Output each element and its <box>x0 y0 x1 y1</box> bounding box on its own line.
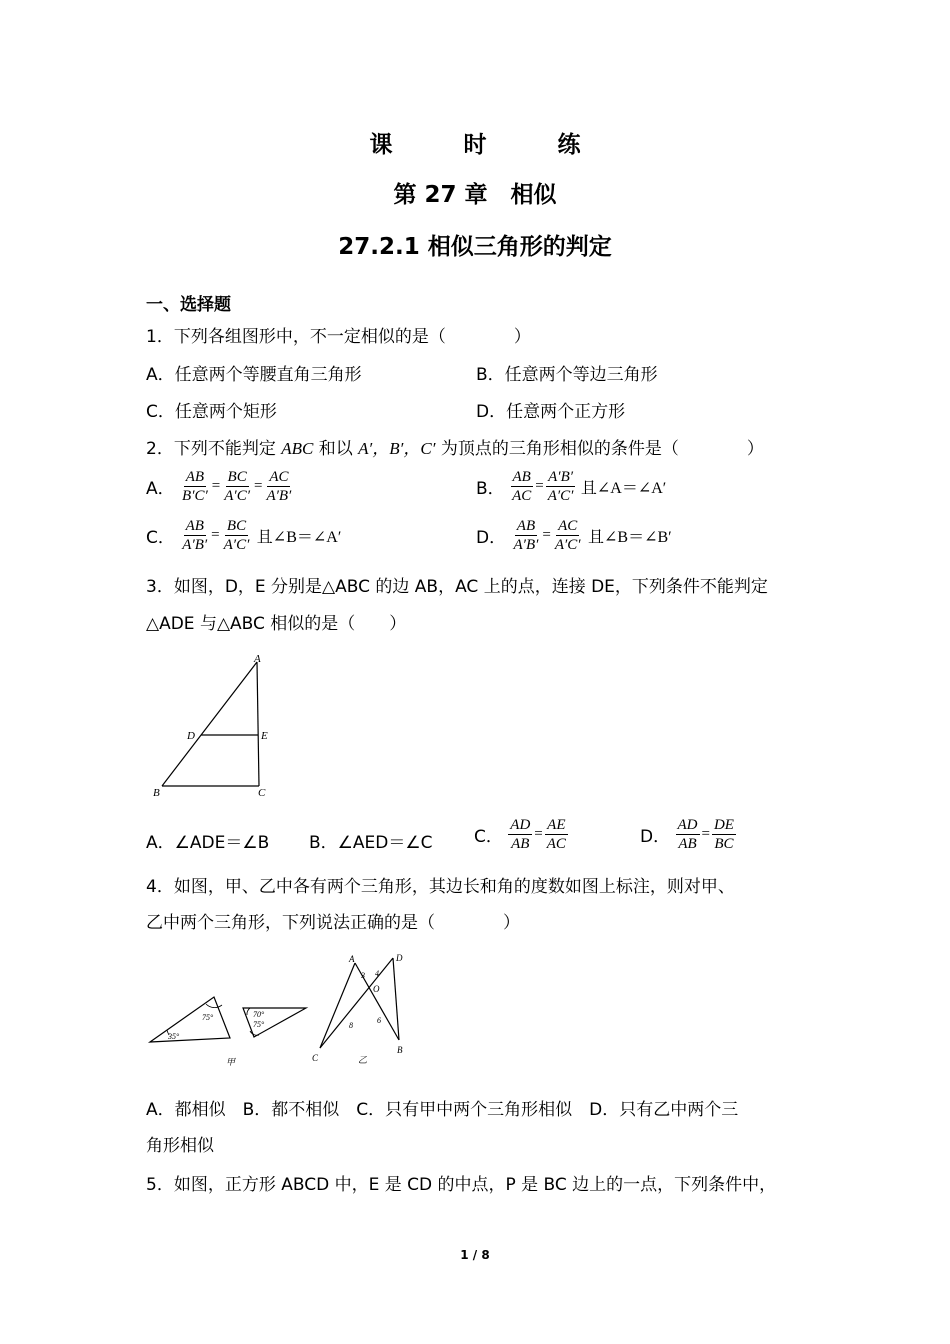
q4-stem-line1: 4．如图，甲、乙中各有两个三角形，其边长和角的度数如图上标注，则对甲、 <box>146 877 735 897</box>
q2-option-a: A． $\frac{AB}{B'C'}$ = $\frac{BC}{A'C'}$ = $\frac{AC}{A'B'}$ <box>146 469 292 504</box>
svg-text:3: 3 <box>361 971 365 980</box>
svg-text:B: B <box>153 787 160 799</box>
worksheet-title: 课 时 练 <box>369 132 605 158</box>
q1-option-b: B．任意两个等边三角形 <box>476 365 658 385</box>
svg-text:C: C <box>312 1053 319 1063</box>
svg-text:D: D <box>396 953 403 963</box>
section-heading: 一、选择题 <box>146 295 231 315</box>
q3-stem-line2: △ADE 与△ABC 相似的是（ ） <box>146 614 407 634</box>
q3-option-a: A．∠ADE＝∠B <box>146 833 270 853</box>
q4-options-line2: 角形相似 <box>146 1136 214 1156</box>
svg-text:C: C <box>258 787 266 799</box>
q4-stem-line2: 乙中两个三角形，下列说法正确的是（ ） <box>146 913 520 933</box>
svg-text:75°: 75° <box>202 1013 214 1022</box>
svg-text:甲: 甲 <box>226 1057 236 1067</box>
svg-text:6: 6 <box>377 1016 381 1025</box>
q1-option-a: A．任意两个等腰直角三角形 <box>146 365 362 385</box>
svg-text:70°: 70° <box>253 1010 265 1019</box>
q2-option-d: D． $\frac{AB}{A'B'}$ = $\frac{AC}{A'C'}$ 且∠B＝∠B′ <box>476 518 672 553</box>
svg-text:B: B <box>397 1045 403 1055</box>
svg-text:A: A <box>349 954 355 964</box>
svg-text:4: 4 <box>375 969 379 978</box>
section-title: 27.2.1 相似三角形的判定 <box>338 234 612 260</box>
q3-triangle-figure <box>148 650 278 802</box>
page-number: 1 / 8 <box>460 1248 490 1262</box>
q3-option-c: C． $\frac{AD}{AB}$ = $\frac{AE}{AC}$ <box>474 817 566 852</box>
chapter-title: 第 27 章 相似 <box>393 182 557 208</box>
q3-stem-line1: 3．如图，D，E 分别是△ABC 的边 AB，AC 上的点，连接 DE，下列条件不能判定 <box>146 577 768 597</box>
q2-option-c: C． $\frac{AB}{A'B'}$ = $\frac{BC}{A'C'}$ 且∠B＝∠A′ <box>146 518 342 553</box>
q1-option-d: D．任意两个正方形 <box>476 402 626 422</box>
q5-stem-line1: 5．如图，正方形 ABCD 中，E 是 CD 的中点，P 是 BC 边上的一点，下列条件中， <box>146 1175 777 1195</box>
q2-option-b: B． $\frac{AB}{AC}$ = $\frac{A'B'}{A'C'}$ 且∠A＝∠A′ <box>476 469 667 504</box>
q1-option-c: C．任意两个矩形 <box>146 402 277 422</box>
svg-text:D: D <box>187 730 195 742</box>
q1-stem: 1．下列各组图形中，不一定相似的是（ ） <box>146 327 531 347</box>
svg-text:A: A <box>254 653 261 665</box>
svg-text:乙: 乙 <box>358 1055 368 1065</box>
svg-text:8: 8 <box>349 1021 353 1030</box>
q3-option-d: D． $\frac{AD}{AB}$ = $\frac{DE}{BC}$ <box>640 817 734 852</box>
svg-text:35°: 35° <box>168 1032 180 1041</box>
q4-figures <box>146 950 416 1070</box>
q2-stem: 2．下列不能判定 ABC 和以 A′，B′，C′ 为顶点的三角形相似的条件是（ ） <box>146 439 764 459</box>
svg-text:E: E <box>261 730 268 742</box>
q3-option-b: B．∠AED＝∠C <box>309 833 433 853</box>
svg-text:75°: 75° <box>253 1020 265 1029</box>
svg-text:O: O <box>373 984 380 994</box>
q4-options-line1: A．都相似 B．都不相似 C．只有甲中两个三角形相似 D．只有乙中两个三 <box>146 1100 739 1120</box>
